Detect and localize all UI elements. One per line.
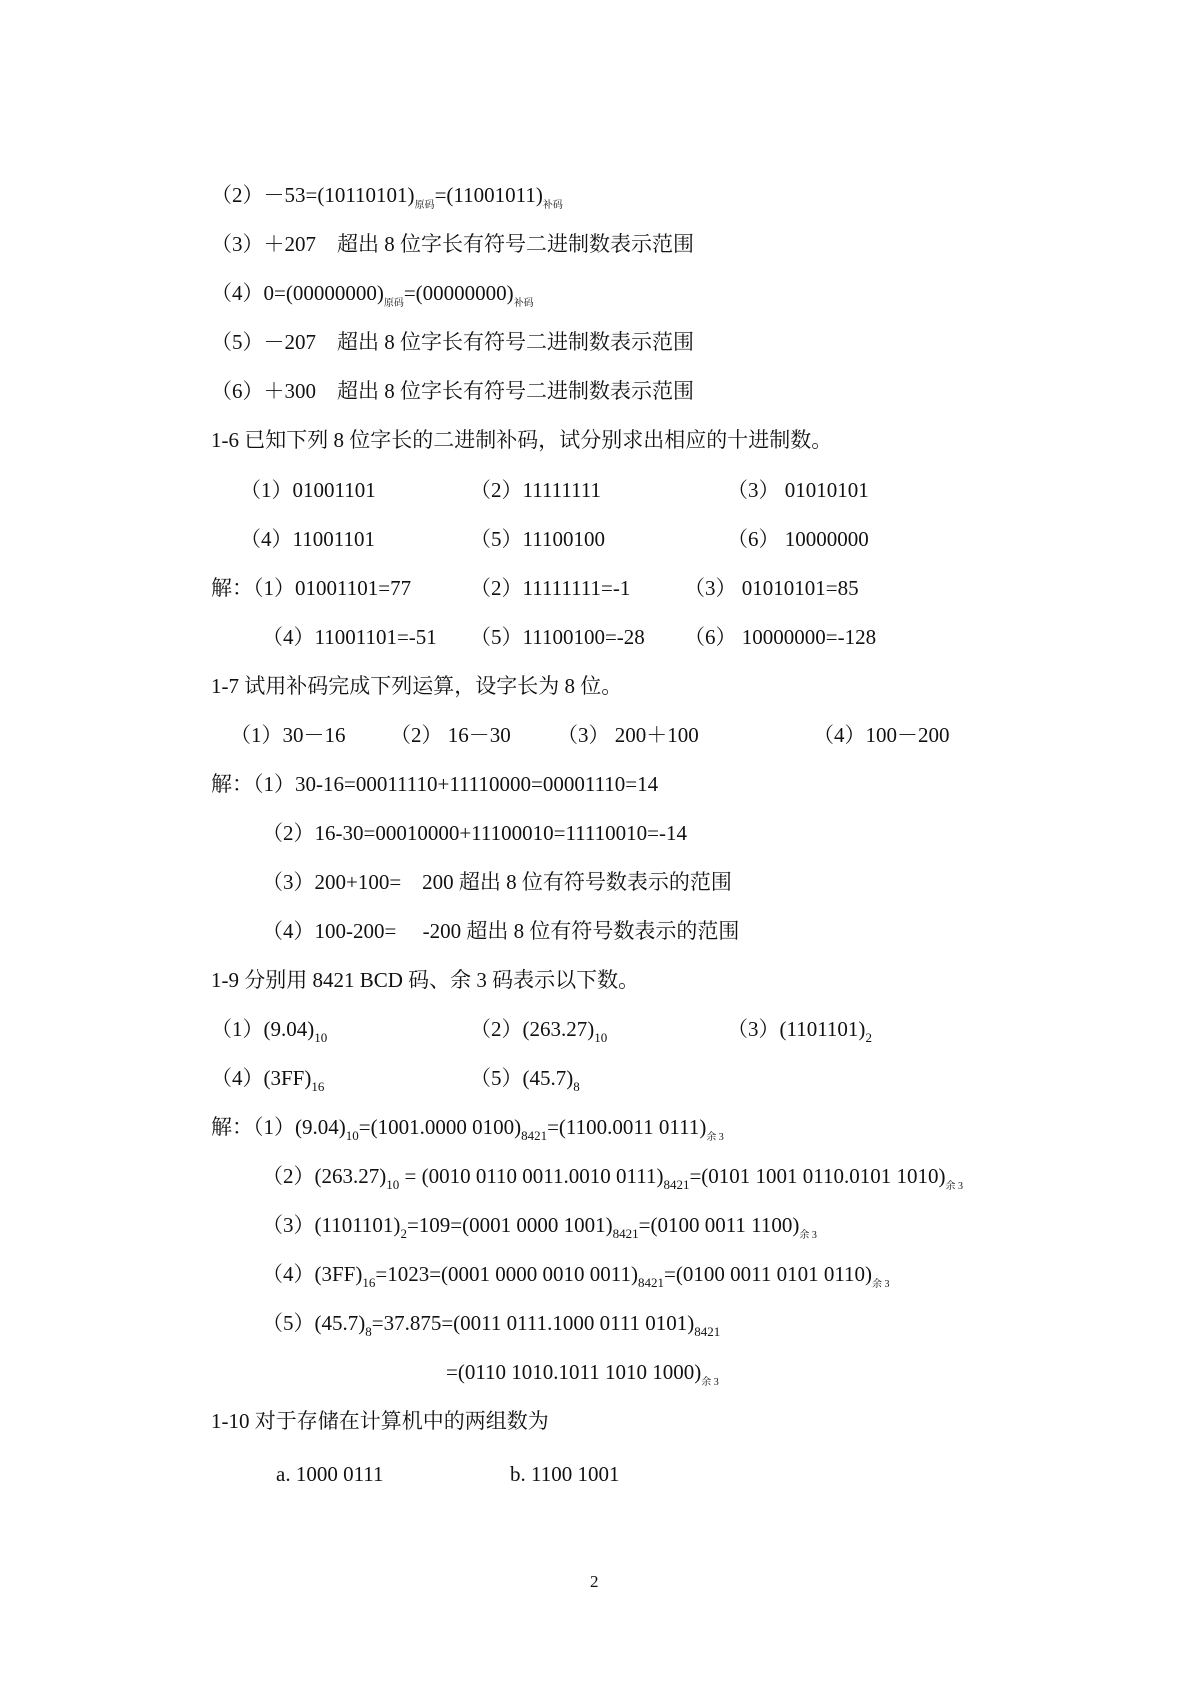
- text: =1023=(0001 0000 0010 0011): [375, 1262, 639, 1286]
- a17-line-4: （4）100-200= -200 超出 8 位有符号数表示的范围: [262, 919, 740, 943]
- a17-line-1: 解：（1）30-16=00011110+11110000=00001110=14: [211, 772, 659, 796]
- subscript: 余 3: [799, 1230, 817, 1241]
- subscript: 余 3: [872, 1279, 890, 1290]
- subscript: 余 3: [701, 1377, 719, 1388]
- q16-item-5: （5）11100100: [470, 527, 605, 551]
- q16-item-1: （1）01001101: [240, 478, 376, 502]
- subscript: 2: [400, 1226, 407, 1241]
- subscript: 8: [365, 1324, 372, 1339]
- subscript: 原码: [414, 200, 435, 211]
- text: （5）(45.7): [262, 1311, 366, 1335]
- subscript: 16: [362, 1275, 376, 1290]
- subscript: 8421: [521, 1128, 548, 1143]
- q19-item-2: [470, 1016, 607, 1045]
- a19-line-4: [262, 1261, 890, 1292]
- answer-line-2: [211, 182, 563, 213]
- text: （2）－53=(10110101): [211, 183, 415, 207]
- q110-item-b: b. 1100 1001: [510, 1462, 620, 1486]
- a19-line-3: [262, 1212, 817, 1243]
- q19-item-3: [727, 1016, 872, 1045]
- q19-item-5: [470, 1065, 580, 1094]
- subscript: 补码: [542, 200, 563, 211]
- subscript: 8421: [663, 1177, 690, 1192]
- a17-line-2: （2）16-30=00010000+11100010=11110010=-14: [262, 821, 687, 845]
- answer-line-3: （3）＋207 超出 8 位字长有符号二进制数表示范围: [211, 232, 694, 256]
- text: 解：（1）(9.04): [211, 1115, 346, 1139]
- subscript: 10: [345, 1128, 359, 1143]
- answer-line-5: （5）－207 超出 8 位字长有符号二进制数表示范围: [211, 330, 694, 354]
- text: =(1001.0000 0100): [358, 1115, 522, 1139]
- a17-line-3: （3）200+100= 200 超出 8 位有符号数表示的范围: [262, 870, 732, 894]
- a16-item-4: （4）11001101=-51: [262, 625, 437, 649]
- text: （3）(1101101): [262, 1213, 401, 1237]
- a19-line-2: [262, 1163, 963, 1194]
- a16-item-3: （3） 01010101=85: [684, 576, 859, 600]
- text: =109=(0001 0000 1001): [406, 1213, 613, 1237]
- question-1-6: 1-6 已知下列 8 位字长的二进制补码，试分别求出相应的十进制数。: [211, 428, 833, 452]
- a19-line-5: [262, 1310, 720, 1339]
- subscript: 8: [573, 1079, 580, 1094]
- subscript: 补码: [513, 298, 534, 309]
- q17-item-4: （4）100－200: [813, 723, 950, 747]
- text: = (0010 0110 0011.0010 0111): [399, 1164, 664, 1188]
- q17-item-2: （2） 16－30: [390, 723, 511, 747]
- text: =37.875=(0011 0111.1000 0111 0101): [371, 1311, 695, 1335]
- answer-line-6: （6）＋300 超出 8 位字长有符号二进制数表示范围: [211, 379, 694, 403]
- a16-item-2: （2）11111111=-1: [470, 576, 631, 600]
- text: （2）(263.27): [262, 1164, 387, 1188]
- subscript: 2: [865, 1030, 872, 1045]
- text: =(1100.0011 0111): [547, 1115, 707, 1139]
- q19-item-1: [211, 1016, 327, 1045]
- text: （4）0=(00000000): [211, 281, 384, 305]
- a16-item-1: 解：（1）01001101=77: [211, 576, 412, 600]
- subscript: 10: [594, 1030, 608, 1045]
- subscript: 10: [386, 1177, 400, 1192]
- subscript: 原码: [383, 298, 404, 309]
- subscript: 8421: [612, 1226, 639, 1241]
- text: （5）(45.7): [470, 1066, 574, 1090]
- text: =(0110 1010.1011 1010 1000): [446, 1360, 702, 1384]
- subscript: 余 3: [706, 1132, 724, 1143]
- a16-item-6: （6） 10000000=-128: [684, 625, 877, 649]
- page-number: 2: [590, 1572, 599, 1591]
- text: （2）(263.27): [470, 1017, 595, 1041]
- subscript: 16: [311, 1079, 325, 1094]
- q16-item-2: （2）11111111: [470, 478, 602, 502]
- a16-item-5: （5）11100100=-28: [470, 625, 645, 649]
- text: （3）(1101101): [727, 1017, 866, 1041]
- answer-line-4: [211, 280, 534, 311]
- q19-item-4: [211, 1065, 324, 1094]
- text: =(0100 0011 1100): [638, 1213, 800, 1237]
- subscript: 8421: [694, 1324, 721, 1339]
- question-1-7: 1-7 试用补码完成下列运算，设字长为 8 位。: [211, 674, 623, 698]
- subscript: 10: [314, 1030, 328, 1045]
- text: =(00000000): [403, 281, 514, 305]
- q16-item-3: （3） 01010101: [727, 478, 869, 502]
- subscript: 8421: [638, 1275, 665, 1290]
- q16-item-6: （6） 10000000: [727, 527, 869, 551]
- question-1-10: 1-10 对于存储在计算机中的两组数为: [211, 1409, 549, 1433]
- text: （1）(9.04): [211, 1017, 315, 1041]
- text: =(11001011): [434, 183, 543, 207]
- q16-item-4: （4）11001101: [240, 527, 375, 551]
- question-1-9: 1-9 分别用 8421 BCD 码、余 3 码表示以下数。: [211, 968, 640, 992]
- text: =(0101 1001 0110.0101 1010): [689, 1164, 946, 1188]
- a19-line-5b: [446, 1359, 719, 1390]
- q17-item-3: （3） 200＋100: [557, 723, 699, 747]
- a19-line-1: [211, 1114, 724, 1145]
- subscript: 余 3: [945, 1181, 964, 1192]
- q110-item-a: a. 1000 0111: [276, 1462, 384, 1486]
- text: （4）(3FF): [211, 1066, 312, 1090]
- text: =(0100 0011 0101 0110): [664, 1262, 873, 1286]
- q17-item-1: （1）30－16: [230, 723, 346, 747]
- text: （4）(3FF): [262, 1262, 363, 1286]
